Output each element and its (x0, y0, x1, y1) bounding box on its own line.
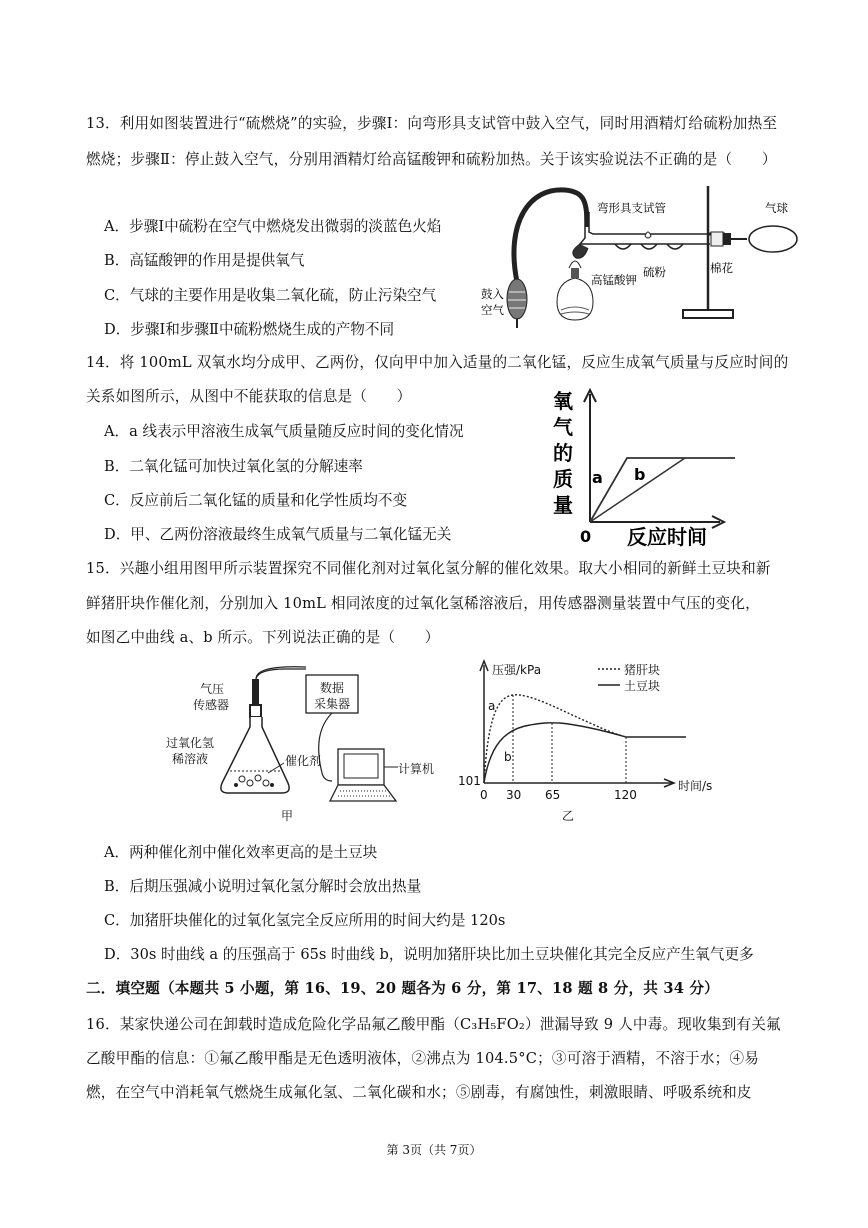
q15-x-tick: 65 (545, 788, 561, 802)
q15-curve-b (484, 723, 686, 783)
q15-x-tick: 0 (480, 788, 488, 802)
q15-option-b[interactable]: B．后期压强减小说明过氧化氢分解时会放出热量 (104, 878, 422, 895)
q14-x-axis-label: 反应时间 (627, 525, 707, 549)
q14-stem-line2: 关系如图所示，从图中不能获取的信息是（ ） (86, 388, 412, 405)
q15-y-start-label: 101 (458, 774, 481, 788)
svg-text:棉花: 棉花 (710, 261, 733, 275)
q16-stem-line2: 乙酸甲酯的信息：①氟乙酸甲酯是无色透明液体，②沸点为 104.5°C；③可溶于酒精，不溶于水；④易 (86, 1050, 760, 1067)
q14-y-axis-char: 质 (553, 467, 573, 491)
q15-computer-label: 计算机 (398, 762, 435, 776)
q15-x-tick: 120 (614, 788, 637, 802)
q15-solution-label-1: 过氧化氢 (166, 736, 215, 750)
q15-x-tick: 30 (506, 788, 522, 802)
q13-stem-line1: 13．利用如图装置进行“硫燃烧”的实验，步骤Ⅰ：向弯形具支试管中鼓入空气，同时用酒精灯给硫粉加热至 (86, 115, 778, 132)
q15-sensor-label-2: 传感器 (193, 698, 230, 712)
q14-stem-line1: 14．将 100mL 双氧水均分成甲、乙两份，仅向甲中加入适量的二氧化锰，反应生成氧气质量与反应时间的 (86, 354, 789, 371)
svg-text:鼓入: 鼓入 (481, 287, 504, 301)
q13-option-c[interactable]: C．气球的主要作用是收集二氧化硫，防止污染空气 (104, 287, 437, 304)
q14-option-b[interactable]: B．二氧化锰可加快过氧化氢的分解速率 (104, 458, 363, 475)
q13-stem-line2: 燃烧；步骤Ⅱ：停止鼓入空气，分别用酒精灯给高锰酸钾和硫粉加热。关于该实验说法不正确的是（ ） (86, 151, 777, 168)
svg-text:硫粉: 硫粉 (643, 265, 666, 279)
svg-text:空气: 空气 (481, 303, 504, 317)
q15-catalyst-label: 催化剂 (285, 754, 322, 768)
q15-collector-label-2: 采集器 (314, 697, 351, 711)
svg-text:高锰酸钾: 高锰酸钾 (591, 273, 637, 287)
q14-y-axis-char: 气 (553, 415, 573, 439)
q14-origin-label: 0 (580, 527, 592, 546)
q15-fig-yi-pressure-graph (450, 655, 740, 825)
q14-y-axis-char: 的 (553, 441, 573, 465)
q15-curve-a-label: a (488, 699, 496, 713)
q14-oxygen-mass-graph (545, 382, 745, 550)
q15-fig-jia-caption: 甲 (281, 809, 294, 823)
q14-y-axis-char: 量 (553, 493, 573, 517)
q15-curve-b-label: b (504, 750, 512, 764)
q15-stem-line1: 15．兴趣小组用图甲所示装置探究不同催化剂对过氧化氢分解的催化效果。取大小相同的新鲜土豆块和新 (86, 560, 771, 577)
q15-option-c[interactable]: C．加猪肝块催化的过氧化氢完全反应所用的时间大约是 120s (104, 912, 506, 929)
q14-option-d[interactable]: D．甲、乙两份溶液最终生成氧气质量与二氧化锰无关 (104, 526, 452, 543)
q14-y-axis-char: 氧 (553, 389, 573, 413)
section2-title: 二．填空题（本题共 5 小题，第 16、19、20 题各为 6 分，第 17、18 题 8 分，共 34 分） (86, 980, 719, 997)
q16-stem-line1: 16．某家快递公司在卸载时造成危险化学品氟乙酸甲酯（C₃H₅FO₂）泄漏导致 9 人中毒。现收集到有关氟 (86, 1016, 781, 1033)
q13-option-d[interactable]: D．步骤Ⅰ和步骤Ⅱ中硫粉燃烧生成的产物不同 (104, 321, 395, 338)
q16-stem-line3: 燃，在空气中消耗氧气燃烧生成氟化氢、二氧化碳和水；⑤剧毒，有腐蚀性，刺激眼睛、呼吸系统和皮 (86, 1084, 752, 1101)
q15-sensor-label-1: 气压 (200, 682, 225, 696)
q15-legend-dotted: 猪肝块 (624, 663, 661, 677)
q15-stem-line3: 如图乙中曲线 a、b 所示。下列说法正确的是（ ） (86, 629, 440, 646)
q15-legend-solid: 土豆块 (624, 679, 661, 693)
q14-line-b-label: b (634, 465, 646, 484)
q14-option-c[interactable]: C．反应前后二氧化锰的质量和化学性质均不变 (104, 492, 408, 509)
q15-option-a[interactable]: A．两种催化剂中催化效率更高的是土豆块 (104, 844, 378, 861)
q15-x-axis-label: 时间/s (678, 779, 713, 793)
q14-option-a[interactable]: A．a 线表示甲溶液生成氧气质量随反应时间的变化情况 (104, 423, 464, 440)
svg-text:弯形具支试管: 弯形具支试管 (597, 201, 666, 215)
q15-curve-a (484, 695, 626, 783)
svg-text:气球: 气球 (765, 201, 788, 215)
q15-solution-label-2: 稀溶液 (172, 752, 209, 766)
page-footer: 第 3页（共 7页） (386, 1143, 482, 1157)
q15-collector-label-1: 数据 (320, 681, 345, 695)
q14-line-a-label: a (592, 468, 603, 487)
q15-option-d[interactable]: D．30s 时曲线 a 的压强高于 65s 时曲线 b，说明加猪肝块比加土豆块催化其完全反应产生氧气更多 (104, 946, 754, 963)
q13-option-a[interactable]: A．步骤Ⅰ中硫粉在空气中燃烧发出微弱的淡蓝色火焰 (104, 218, 442, 235)
q13-option-b[interactable]: B．高锰酸钾的作用是提供氧气 (104, 252, 305, 269)
q15-fig-yi-caption: 乙 (562, 809, 575, 823)
q15-y-axis-label: 压强/kPa (492, 663, 542, 677)
q15-stem-line2: 鲜猪肝块作催化剂，分别加入 10mL 相同浓度的过氧化氢稀溶液后，用传感器测量装置中气压的变化， (86, 595, 760, 612)
q13-apparatus-figure (475, 182, 805, 332)
q14-line-a (590, 458, 735, 522)
